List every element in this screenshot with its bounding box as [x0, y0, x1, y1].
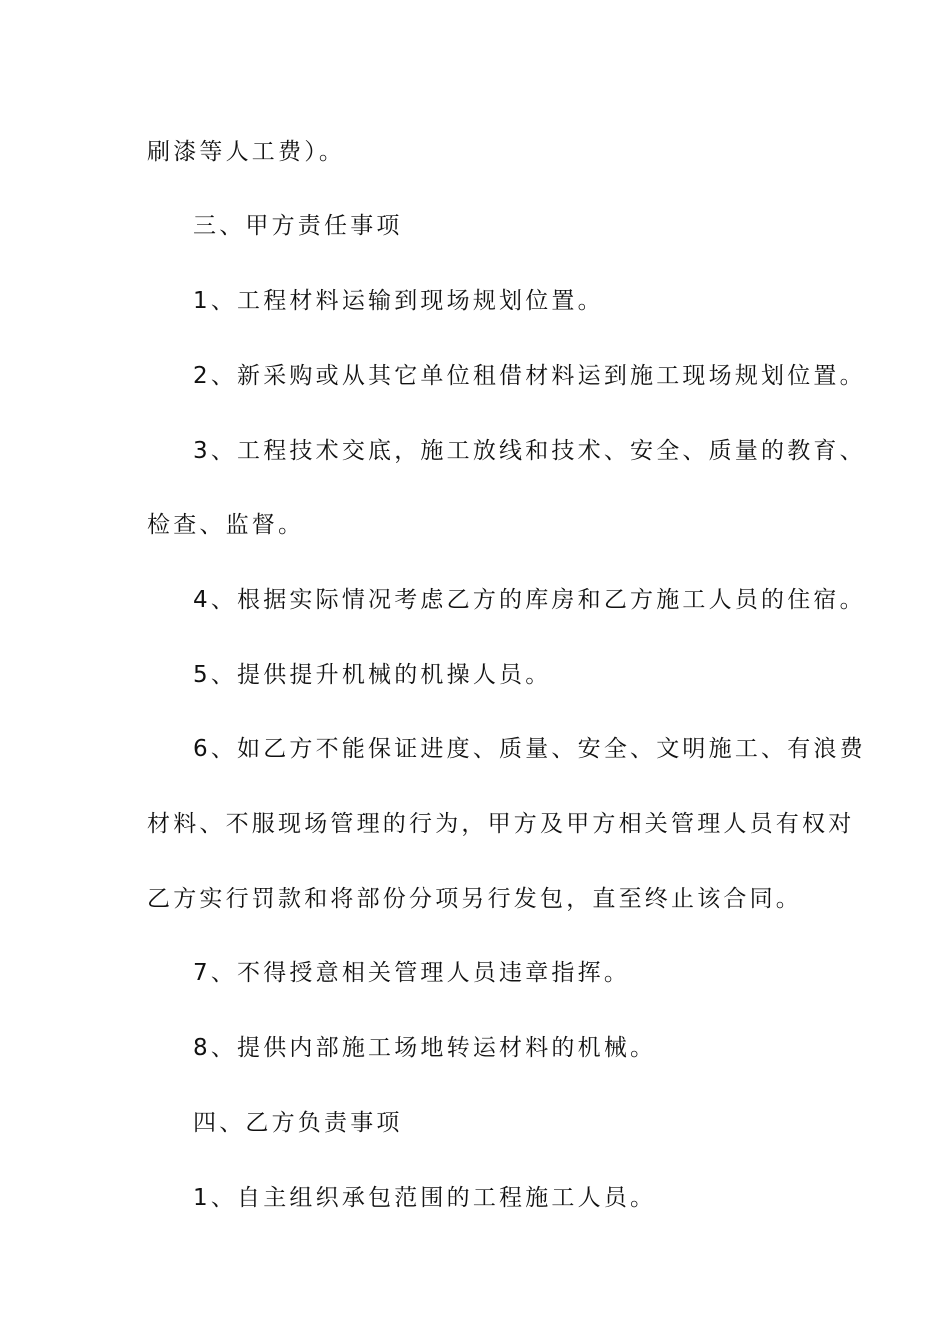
list-item: 5、提供提升机械的机操人员。 — [193, 662, 552, 688]
text-line: 检查、监督。 — [147, 512, 305, 538]
list-item: 7、不得授意相关管理人员违章指挥。 — [193, 960, 631, 986]
section-heading: 三、甲方责任事项 — [193, 213, 403, 239]
section-heading: 四、乙方负责事项 — [193, 1110, 403, 1136]
text-line: 乙方实行罚款和将部份分项另行发包，直至终止该合同。 — [147, 886, 802, 912]
list-item: 4、根据实际情况考虑乙方的库房和乙方施工人员的住宿。 — [193, 587, 866, 613]
list-item: 6、如乙方不能保证进度、质量、安全、文明施工、有浪费 — [193, 736, 866, 762]
text-line: 材料、不服现场管理的行为，甲方及甲方相关管理人员有权对 — [147, 811, 855, 837]
list-item: 2、新采购或从其它单位租借材料运到施工现场规划位置。 — [193, 363, 866, 389]
list-item: 8、提供内部施工场地转运材料的机械。 — [193, 1035, 657, 1061]
list-item: 1、工程材料运输到现场规划位置。 — [193, 288, 604, 314]
list-item: 1、自主组织承包范围的工程施工人员。 — [193, 1185, 657, 1211]
text-line: 刷漆等人工费）。 — [147, 139, 346, 165]
list-item: 3、工程技术交底，施工放线和技术、安全、质量的教育、 — [193, 438, 866, 464]
